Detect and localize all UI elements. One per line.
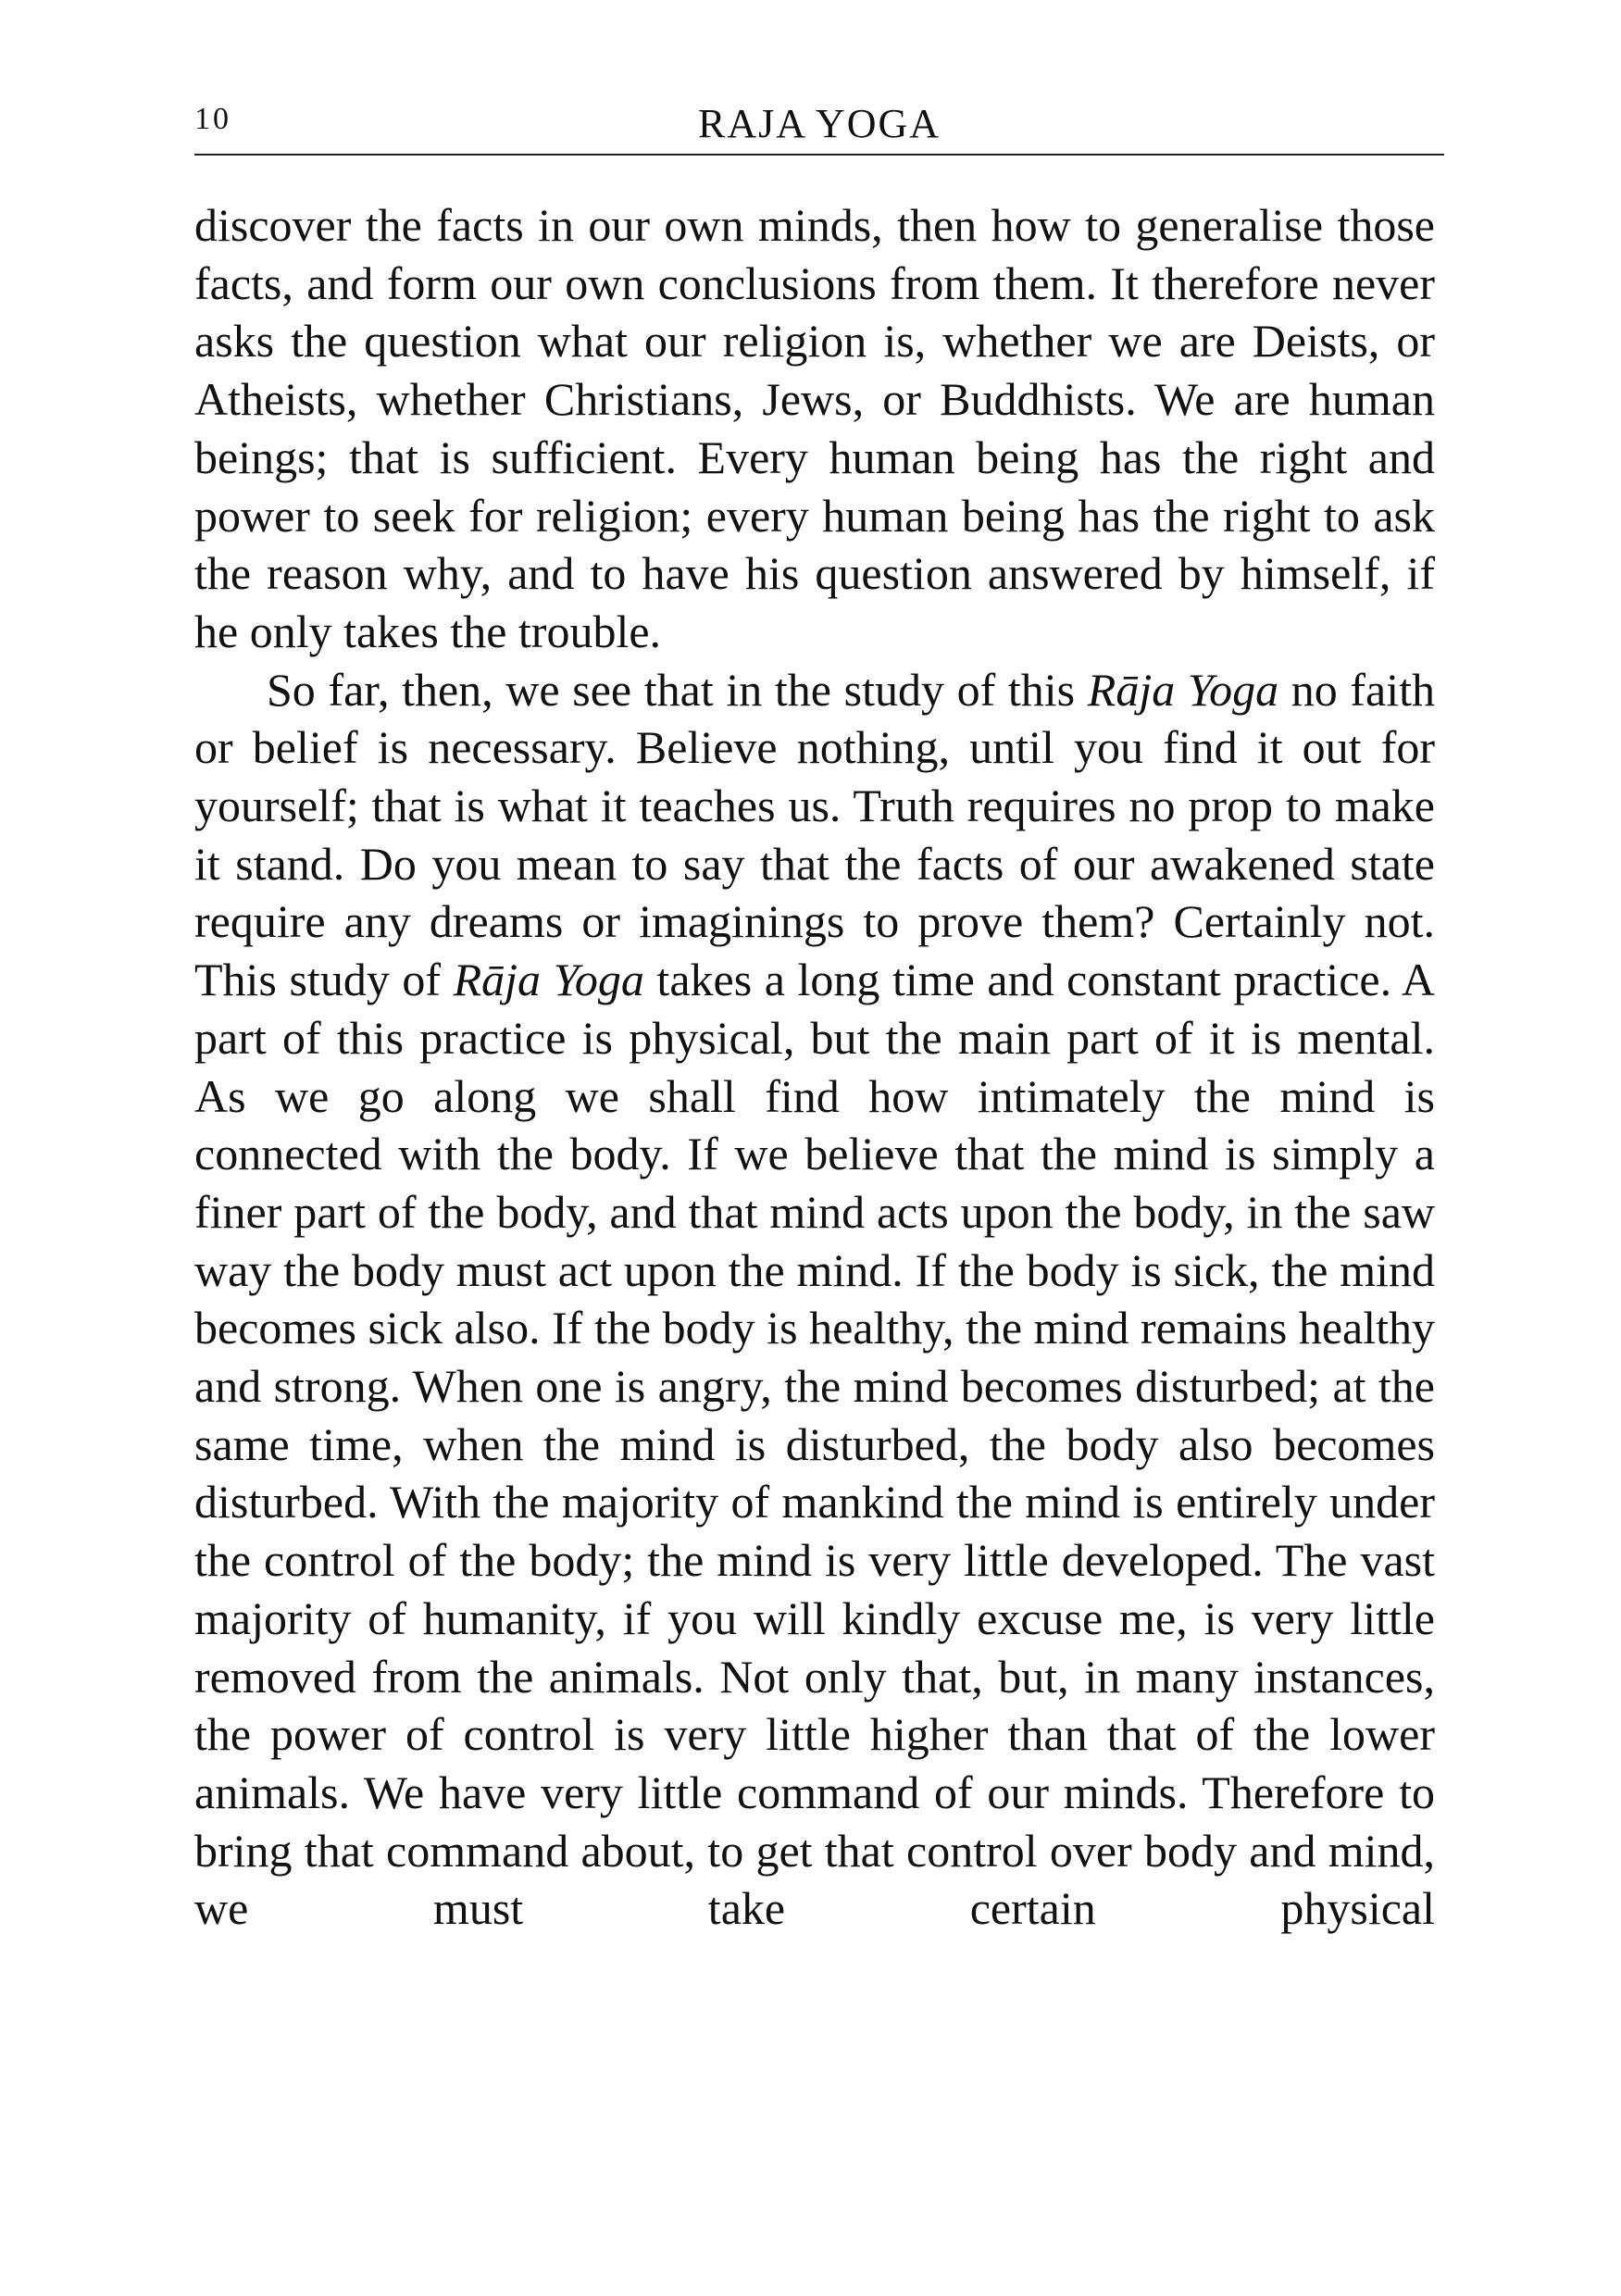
paragraph-1 [194, 196, 1435, 661]
paragraph-2 [194, 661, 1435, 1938]
paragraph-1-text: discover the facts in our own minds, then how to generalise those facts, and form our own conclusions from them. It therefore never asks the question what our religion is, whether we are Deists, or Atheists, whether Christians, Jews, or Buddhists. We are human beings; that is sufficient. Every human being has the right and power to seek for religion; every human being has the right to ask the reason why, and to have his question answered by himself, if he only takes the trouble. [194, 199, 1435, 657]
italic-term: Rāja Yoga [1087, 663, 1279, 716]
body-text [194, 196, 1435, 1938]
italic-term: Rāja Yoga [453, 954, 644, 1006]
paragraph-2-text: So far, then, we see that in the study of this [267, 663, 1088, 716]
paragraph-2-text: no faith or belief is necessary. Believe nothing, until you find it out for yourself; that is what it teaches us. Truth requires no prop to make it stand. Do you mean to say that the facts of our awakened state require any dreams or imaginings to prove them? Certainly not. This study of [194, 663, 1435, 1006]
running-head [194, 93, 1444, 156]
paragraph-2-text: takes a long time and constant practice. A part of this practice is physical, but the main part of it is mental. As we go along we shall find how intimately the mind is connected with the body. If we believe that the mind is simply a finer part of the body, and that mind acts upon the body, in the saw way the body must act upon the mind. If the body is sick, the mind becomes sick also. If the body is healthy, the mind remains healthy and strong. When one is angry, the mind becomes disturbed; at the same time, when the mind is disturbed, the body also becomes disturbed. With the majority of mankind the mind is entirely under the control of the body; the mind is very little developed. The vast majority of humanity, if you will kindly excuse me, is very little removed from the animals. Not only that, but, in many instances, the power of control is very little higher than that of the lower animals. We have very little command of our minds. Therefore to bring that command about, to get that control over body and mind, we must take certain physical [194, 954, 1435, 1935]
running-title: RAJA YOGA [697, 101, 941, 146]
page-number: 10 [194, 102, 231, 136]
